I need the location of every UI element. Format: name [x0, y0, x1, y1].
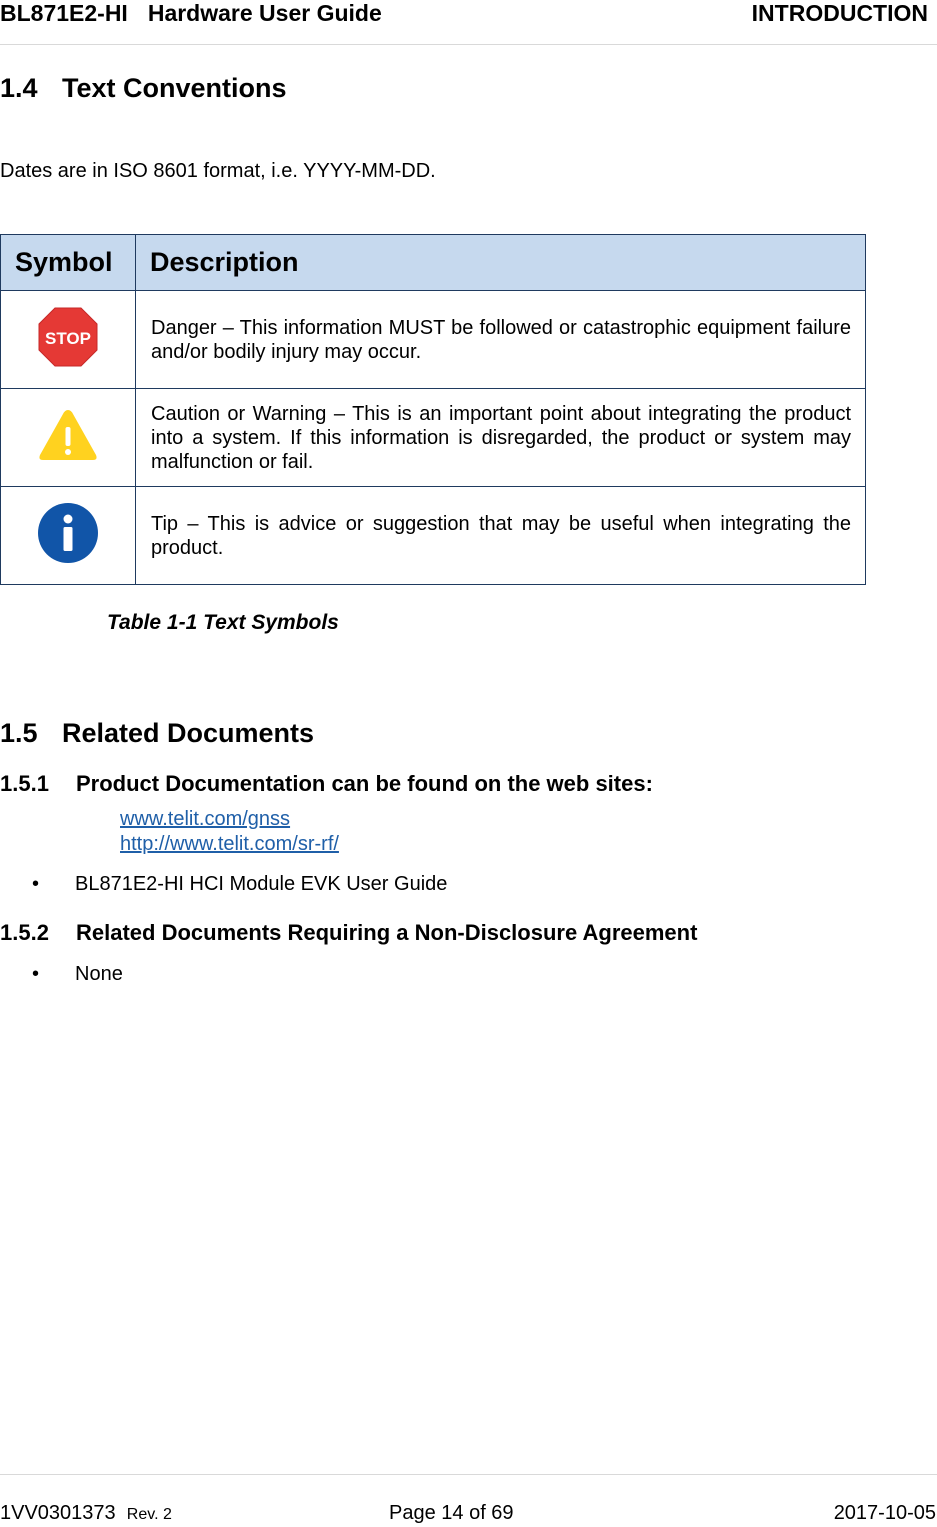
subsection-title: Related Documents Requiring a Non-Disclosure Agreement: [76, 920, 698, 945]
table-header-row: [1, 235, 866, 291]
subsection-heading-1-5-2: [0, 919, 697, 947]
column-header-description: Description: [136, 235, 866, 291]
row-description: Caution or Warning – This is an important point about integrating the product into a system. If this information is disregarded, the product or system may malfunction or fail.: [136, 389, 866, 487]
symbol-cell: [1, 291, 136, 389]
table-row: [1, 291, 866, 389]
symbol-cell: [1, 389, 136, 487]
list-item-text: BL871E2-HI HCI Module EVK User Guide: [75, 873, 448, 895]
link-telit-sr-rf[interactable]: http://www.telit.com/sr-rf/: [120, 833, 339, 855]
header-doc-title: Hardware User Guide: [147, 0, 382, 26]
header-doc-title-block: [0, 0, 382, 26]
subsection-heading-1-5-1: [0, 770, 653, 798]
table-caption: Table 1-1 Text Symbols: [107, 611, 339, 634]
section-heading-1-5: [0, 717, 314, 749]
footer-divider: [0, 1474, 937, 1475]
bullet-icon: •: [32, 963, 40, 985]
subsection-number: 1.5.2: [0, 920, 49, 945]
section-number: 1.4: [0, 73, 38, 103]
header-chapter: INTRODUCTION: [751, 0, 928, 26]
section-title: Related Documents: [62, 718, 315, 748]
table-row: [1, 487, 866, 585]
row-description: Tip – This is advice or suggestion that may be useful when integrating the product.: [136, 487, 866, 585]
footer-date: 2017-10-05: [833, 1502, 936, 1524]
stop-sign-label: STOP: [45, 329, 91, 348]
list-item: [0, 962, 123, 986]
warning-triangle-icon: [37, 407, 99, 463]
footer-page-number: Page 14 of 69: [389, 1502, 514, 1524]
list-item: [0, 872, 447, 896]
date-format-note: Dates are in ISO 8601 format, i.e. YYYY-MM-DD.: [0, 160, 436, 182]
section-title: Text Conventions: [62, 73, 287, 103]
section-heading-1-4: [0, 72, 287, 104]
link-telit-gnss[interactable]: www.telit.com/gnss: [120, 808, 291, 830]
section-number: 1.5: [0, 718, 38, 748]
subsection-title: Product Documentation can be found on the web sites:: [76, 771, 653, 796]
stop-sign-icon: [37, 306, 99, 368]
header-doc-id: BL871E2-HI: [0, 0, 128, 26]
footer-doc-ref: [0, 1501, 172, 1527]
row-description: Danger – This information MUST be followed or catastrophic equipment failure and/or bodily injury may occur.: [136, 291, 866, 389]
footer-doc-number: 1VV0301373: [0, 1502, 116, 1524]
info-circle-icon: [37, 502, 99, 564]
symbol-cell: [1, 487, 136, 585]
bullet-icon: •: [32, 873, 40, 895]
column-header-symbol: Symbol: [1, 235, 136, 291]
header-divider: [0, 44, 937, 45]
text-symbols-table: [0, 234, 866, 585]
table-row: [1, 389, 866, 487]
footer-revision: Rev. 2: [126, 1506, 172, 1523]
list-item-text: None: [75, 963, 123, 985]
subsection-number: 1.5.1: [0, 771, 49, 796]
